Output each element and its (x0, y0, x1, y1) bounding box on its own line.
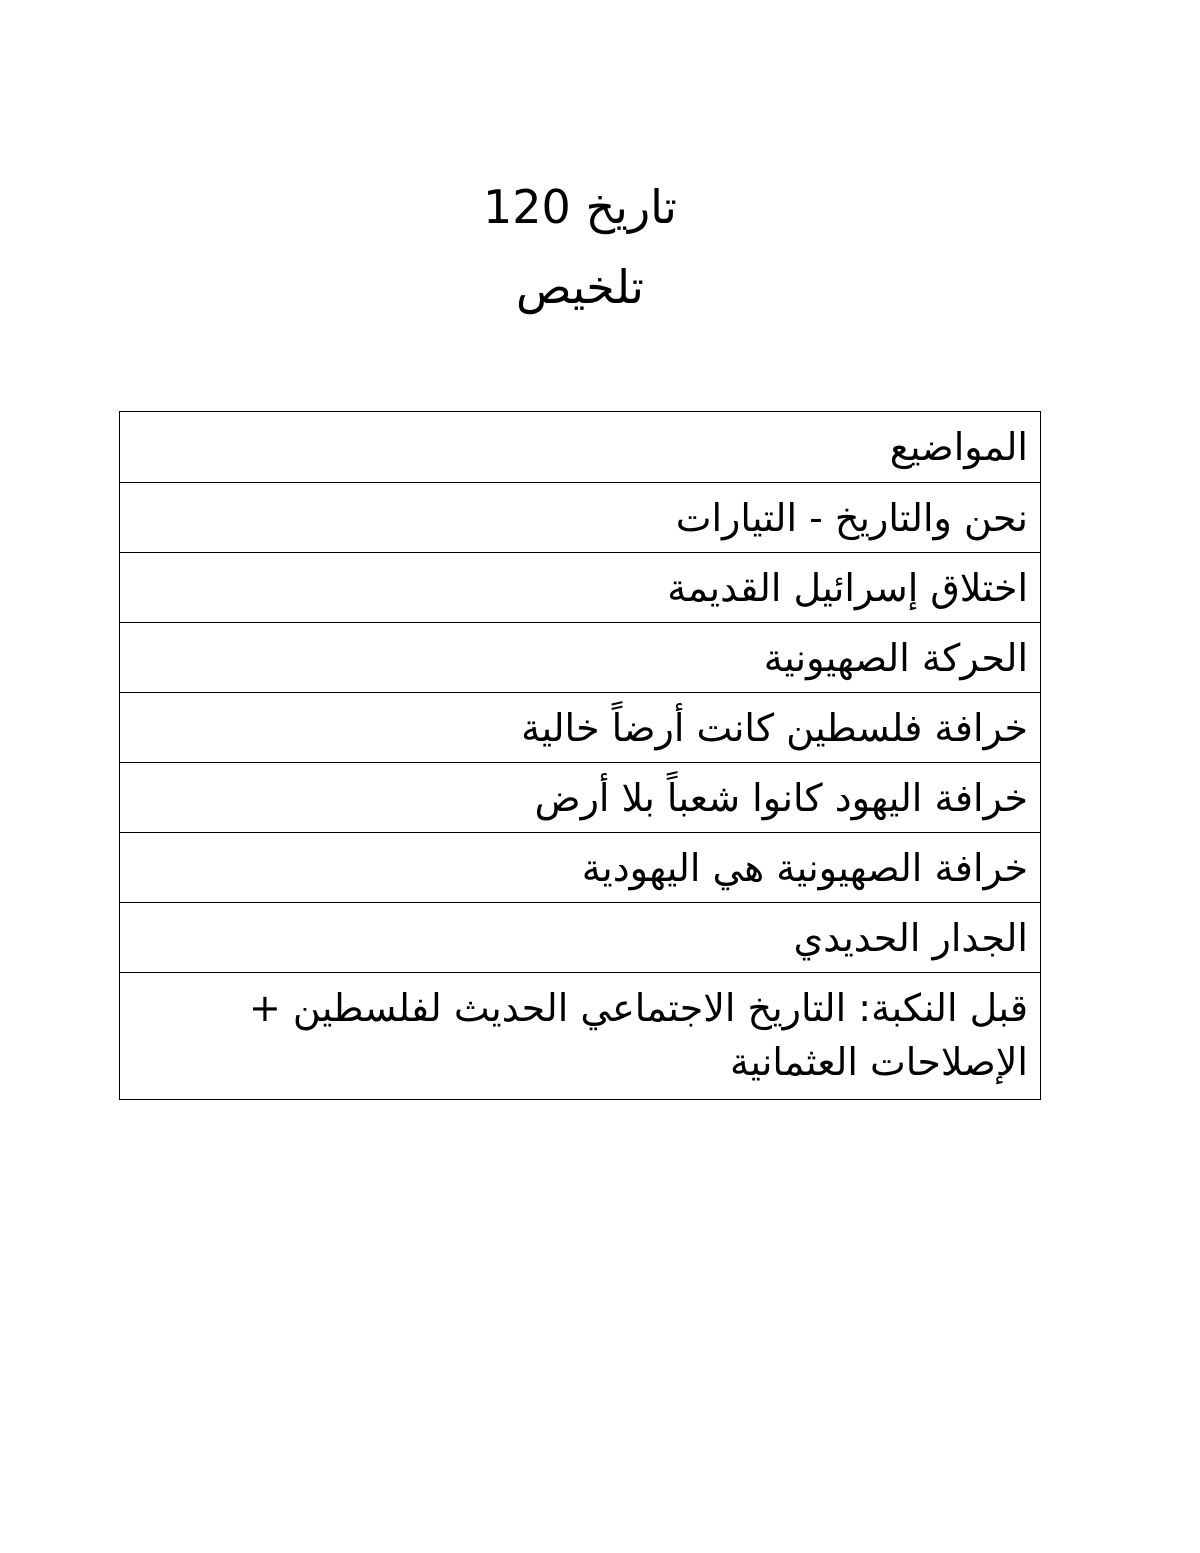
topic-cell: خرافة اليهود كانوا شعباً بلا أرض (120, 763, 1041, 833)
table-row (120, 623, 1041, 693)
document-subtitle: تلخيص (516, 260, 644, 314)
topic-cell: الحركة الصهيونية (120, 623, 1041, 693)
title-block (0, 178, 1160, 316)
table-header-row (120, 412, 1041, 483)
table-header-cell: المواضيع (120, 412, 1041, 483)
topic-cell: الجدار الحديدي (120, 903, 1041, 973)
table-row (120, 833, 1041, 903)
document-title: تاريخ 120 (483, 180, 677, 234)
topic-cell: خرافة فلسطين كانت أرضاً خالية (120, 693, 1041, 763)
table-row (120, 693, 1041, 763)
topic-cell: قبل النكبة: التاريخ الاجتماعي الحديث لفلسطين + الإصلاحات العثمانية (120, 973, 1041, 1100)
table-row (120, 553, 1041, 623)
table-row (120, 763, 1041, 833)
topic-cell: نحن والتاريخ - التيارات (120, 483, 1041, 553)
topic-cell: اختلاق إسرائيل القديمة (120, 553, 1041, 623)
topics-table (119, 411, 1041, 1100)
table-row (120, 903, 1041, 973)
table-row (120, 483, 1041, 553)
topic-cell: خرافة الصهيونية هي اليهودية (120, 833, 1041, 903)
table-row (120, 973, 1041, 1100)
